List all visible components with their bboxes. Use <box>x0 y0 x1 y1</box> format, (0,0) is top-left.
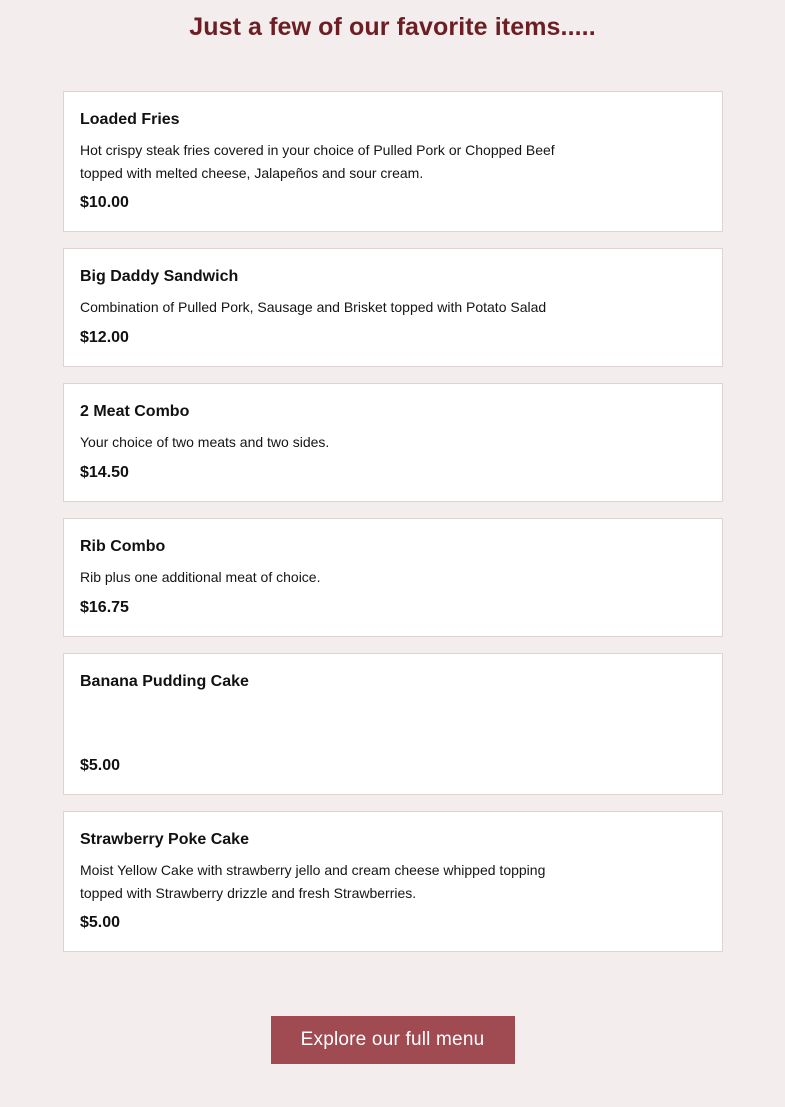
item-price: $14.50 <box>80 464 129 481</box>
menu-item-rib-combo <box>63 518 723 637</box>
menu-item-loaded-fries <box>63 91 723 232</box>
explore-menu-button[interactable]: Explore our full menu <box>271 1016 515 1064</box>
item-description: Hot crispy steak fries covered in your choice of Pulled Pork or Chopped Beef topped with melted cheese, Jalapeños and sour cream. <box>80 142 555 181</box>
item-name: Rib Combo <box>80 538 166 555</box>
item-price: $5.00 <box>80 914 121 931</box>
item-name: 2 Meat Combo <box>80 403 190 420</box>
item-price: $5.00 <box>80 757 121 774</box>
item-name: Strawberry Poke Cake <box>80 831 249 848</box>
item-name: Big Daddy Sandwich <box>80 268 239 285</box>
menu-item-big-daddy-sandwich <box>63 248 723 367</box>
item-description <box>80 701 580 747</box>
menu-list <box>63 91 723 968</box>
item-description: Combination of Pulled Pork, Sausage and Brisket topped with Potato Salad <box>80 299 547 315</box>
item-name: Loaded Fries <box>80 111 180 128</box>
item-price: $16.75 <box>80 599 129 616</box>
item-price: $12.00 <box>80 329 129 346</box>
item-price: $10.00 <box>80 194 129 211</box>
cta-container <box>0 1016 785 1064</box>
item-description: Moist Yellow Cake with strawberry jello and cream cheese whipped topping topped with Strawberry drizzle and fresh Strawberries. <box>80 862 546 901</box>
menu-item-2-meat-combo <box>63 383 723 502</box>
item-description: Your choice of two meats and two sides. <box>80 434 330 450</box>
item-description: Rib plus one additional meat of choice. <box>80 569 321 585</box>
item-name: Banana Pudding Cake <box>80 673 249 690</box>
menu-item-strawberry-poke-cake <box>63 811 723 952</box>
menu-item-banana-pudding-cake <box>63 653 723 795</box>
page-title: Just a few of our favorite items..... <box>189 13 596 41</box>
